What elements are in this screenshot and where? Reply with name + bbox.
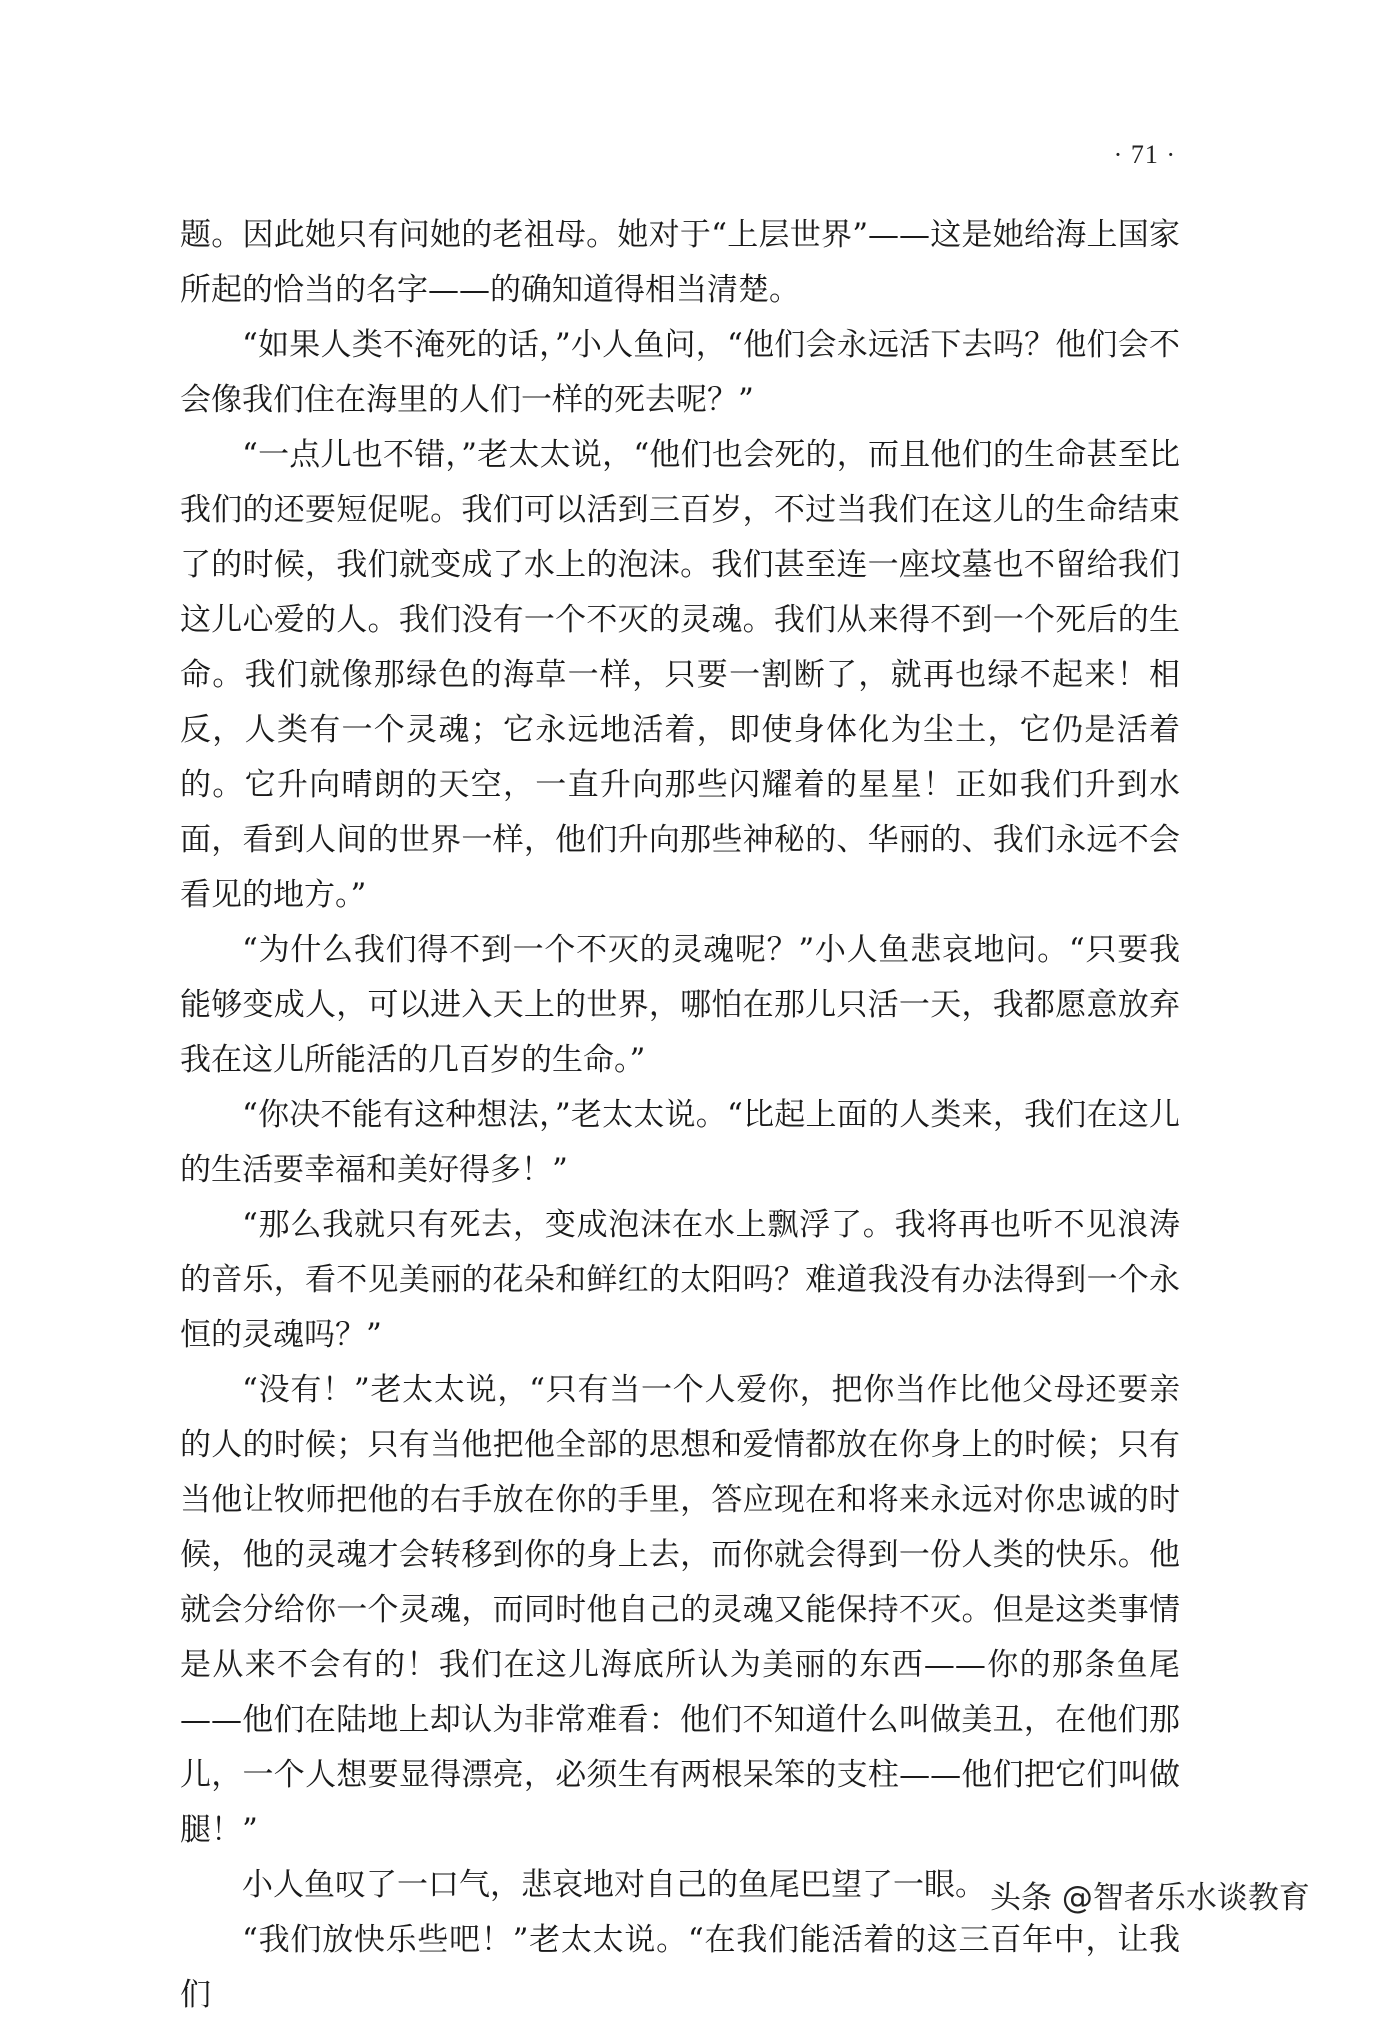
paragraph-5: “你决不能有这种想法，”老太太说。“比起上面的人类来，我们在这儿的生活要幸福和美好得多！” [180,1097,1180,1188]
paragraph-3: “一点儿也不错，”老太太说，“他们也会死的，而且他们的生命甚至比我们的还要短促呢。我们可以活到三百岁，不过当我们在这儿的生命结束了的时候，我们就变成了水上的泡沫。我们甚至连一座坟墓也不留给我们这儿心爱的人。我们没有一个不灭的灵魂。我们从来得不到一个死后的生命。我们就像那绿色的海草一样，只要一割断了，就再也绿不起来！相反，人类有一个灵魂；它永远地活着，即使身体化为尘土，它仍是活着的。它升向晴朗的天空，一直升向那些闪耀着的星星！正如我们升到水面，看到人间的世界一样，他们升向那些神秘的、华丽的、我们永远不会看见的地方。” [180,437,1180,913]
page-number: · 71 · [1113,140,1176,169]
paragraph-6: “那么我就只有死去，变成泡沫在水上飘浮了。我将再也听不见浪涛的音乐，看不见美丽的花朵和鲜红的太阳吗？难道我没有办法得到一个永恒的灵魂吗？” [180,1207,1180,1353]
paragraph-4: “为什么我们得不到一个不灭的灵魂呢？”小人鱼悲哀地问。“只要我能够变成人，可以进入天上的世界，哪怕在那儿只活一天，我都愿意放弃我在这儿所能活的几百岁的生命。” [180,932,1180,1078]
paragraph-7: “没有！”老太太说，“只有当一个人爱你，把你当作比他父母还要亲的人的时候；只有当他把他全部的思想和爱情都放在你身上的时候；只有当他让牧师把他的右手放在你的手里，答应现在和将来永远对你忠诚的时候，他的灵魂才会转移到你的身上去，而你就会得到一份人类的快乐。他就会分给你一个灵魂，而同时他自己的灵魂又能保持不灭。但是这类事情是从来不会有的！我们在这儿海底所认为美丽的东西——你的那条鱼尾——他们在陆地上却认为非常难看：他们不知道什么叫做美丑，在他们那儿，一个人想要显得漂亮，必须生有两根呆笨的支柱——他们把它们叫做腿！” [180,1372,1180,1848]
paragraph-8: 小人鱼叹了一口气，悲哀地对自己的鱼尾巴望了一眼。 [242,1867,986,1903]
paragraph-9: “我们放快乐些吧！”老太太说。“在我们能活着的这三百年中，让我们 [180,1922,1180,2013]
paragraph-1: 题。因此她只有问她的老祖母。她对于“上层世界”——这是她给海上国家所起的恰当的名字——的确知道得相当清楚。 [180,217,1180,308]
body-text [180,208,1180,2023]
paragraph-2: “如果人类不淹死的话，”小人鱼问，“他们会永远活下去吗？他们会不会像我们住在海里的人们一样的死去呢？” [180,327,1180,418]
watermark: 头条 @智者乐水谈教育 [990,1880,1310,1916]
